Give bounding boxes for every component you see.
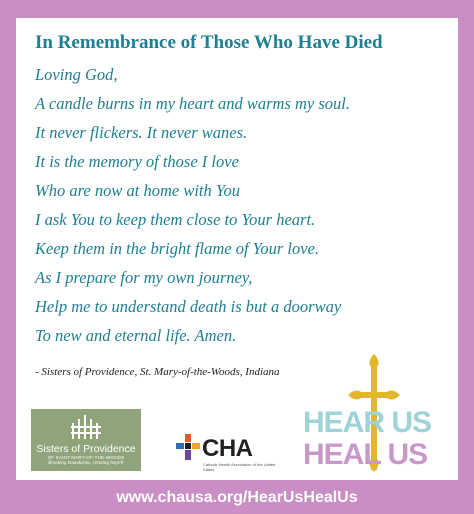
sisters-of-providence-logo — [31, 409, 141, 471]
prayer-text — [35, 60, 350, 350]
prayer-line: As I prepare for my own journey, — [35, 268, 253, 287]
sisters-tagline: Breaking boundaries, creating hope® — [48, 461, 124, 466]
prayer-line: It is the memory of those I love — [35, 152, 239, 171]
prayer-line: Keep them in the bright flame of Your love. — [35, 239, 319, 258]
cha-cross-icon — [175, 433, 201, 461]
footer-url-link[interactable]: www.chausa.org/HearUsHealUs — [116, 489, 358, 506]
heal-us-text: HEAL US — [303, 438, 428, 471]
prayer-line: It never flickers. It never wanes. — [35, 123, 248, 142]
cha-sub: Catholic Health Association of the United States — [203, 462, 276, 472]
sisters-sub: OF SAINT MARY-OF-THE-WOODS — [47, 455, 125, 460]
cha-name: CHA — [202, 435, 253, 462]
prayer-line: Help me to understand death is but a doorway — [35, 297, 342, 316]
prayer-line: I ask You to keep them close to Your heart. — [35, 210, 316, 229]
attribution: - Sisters of Providence, St. Mary-of-the-Woods, Indiana — [35, 366, 280, 378]
sisters-of-providence-mark-icon — [69, 413, 103, 441]
prayer-line: A candle burns in my heart and warms my soul. — [35, 94, 351, 113]
prayer-line: Loving God, — [35, 65, 118, 84]
prayer-line: To new and eternal life. Amen. — [35, 326, 237, 345]
prayer-line: Who are now at home with You — [35, 181, 241, 200]
sisters-name: Sisters of Providence — [36, 443, 136, 455]
prayer-card — [16, 18, 458, 480]
hear-us-heal-us-logo — [303, 354, 443, 476]
cha-logo — [175, 433, 285, 473]
hear-us-text: HEAR US — [303, 406, 432, 439]
page-title: In Remembrance of Those Who Have Died — [35, 32, 383, 53]
